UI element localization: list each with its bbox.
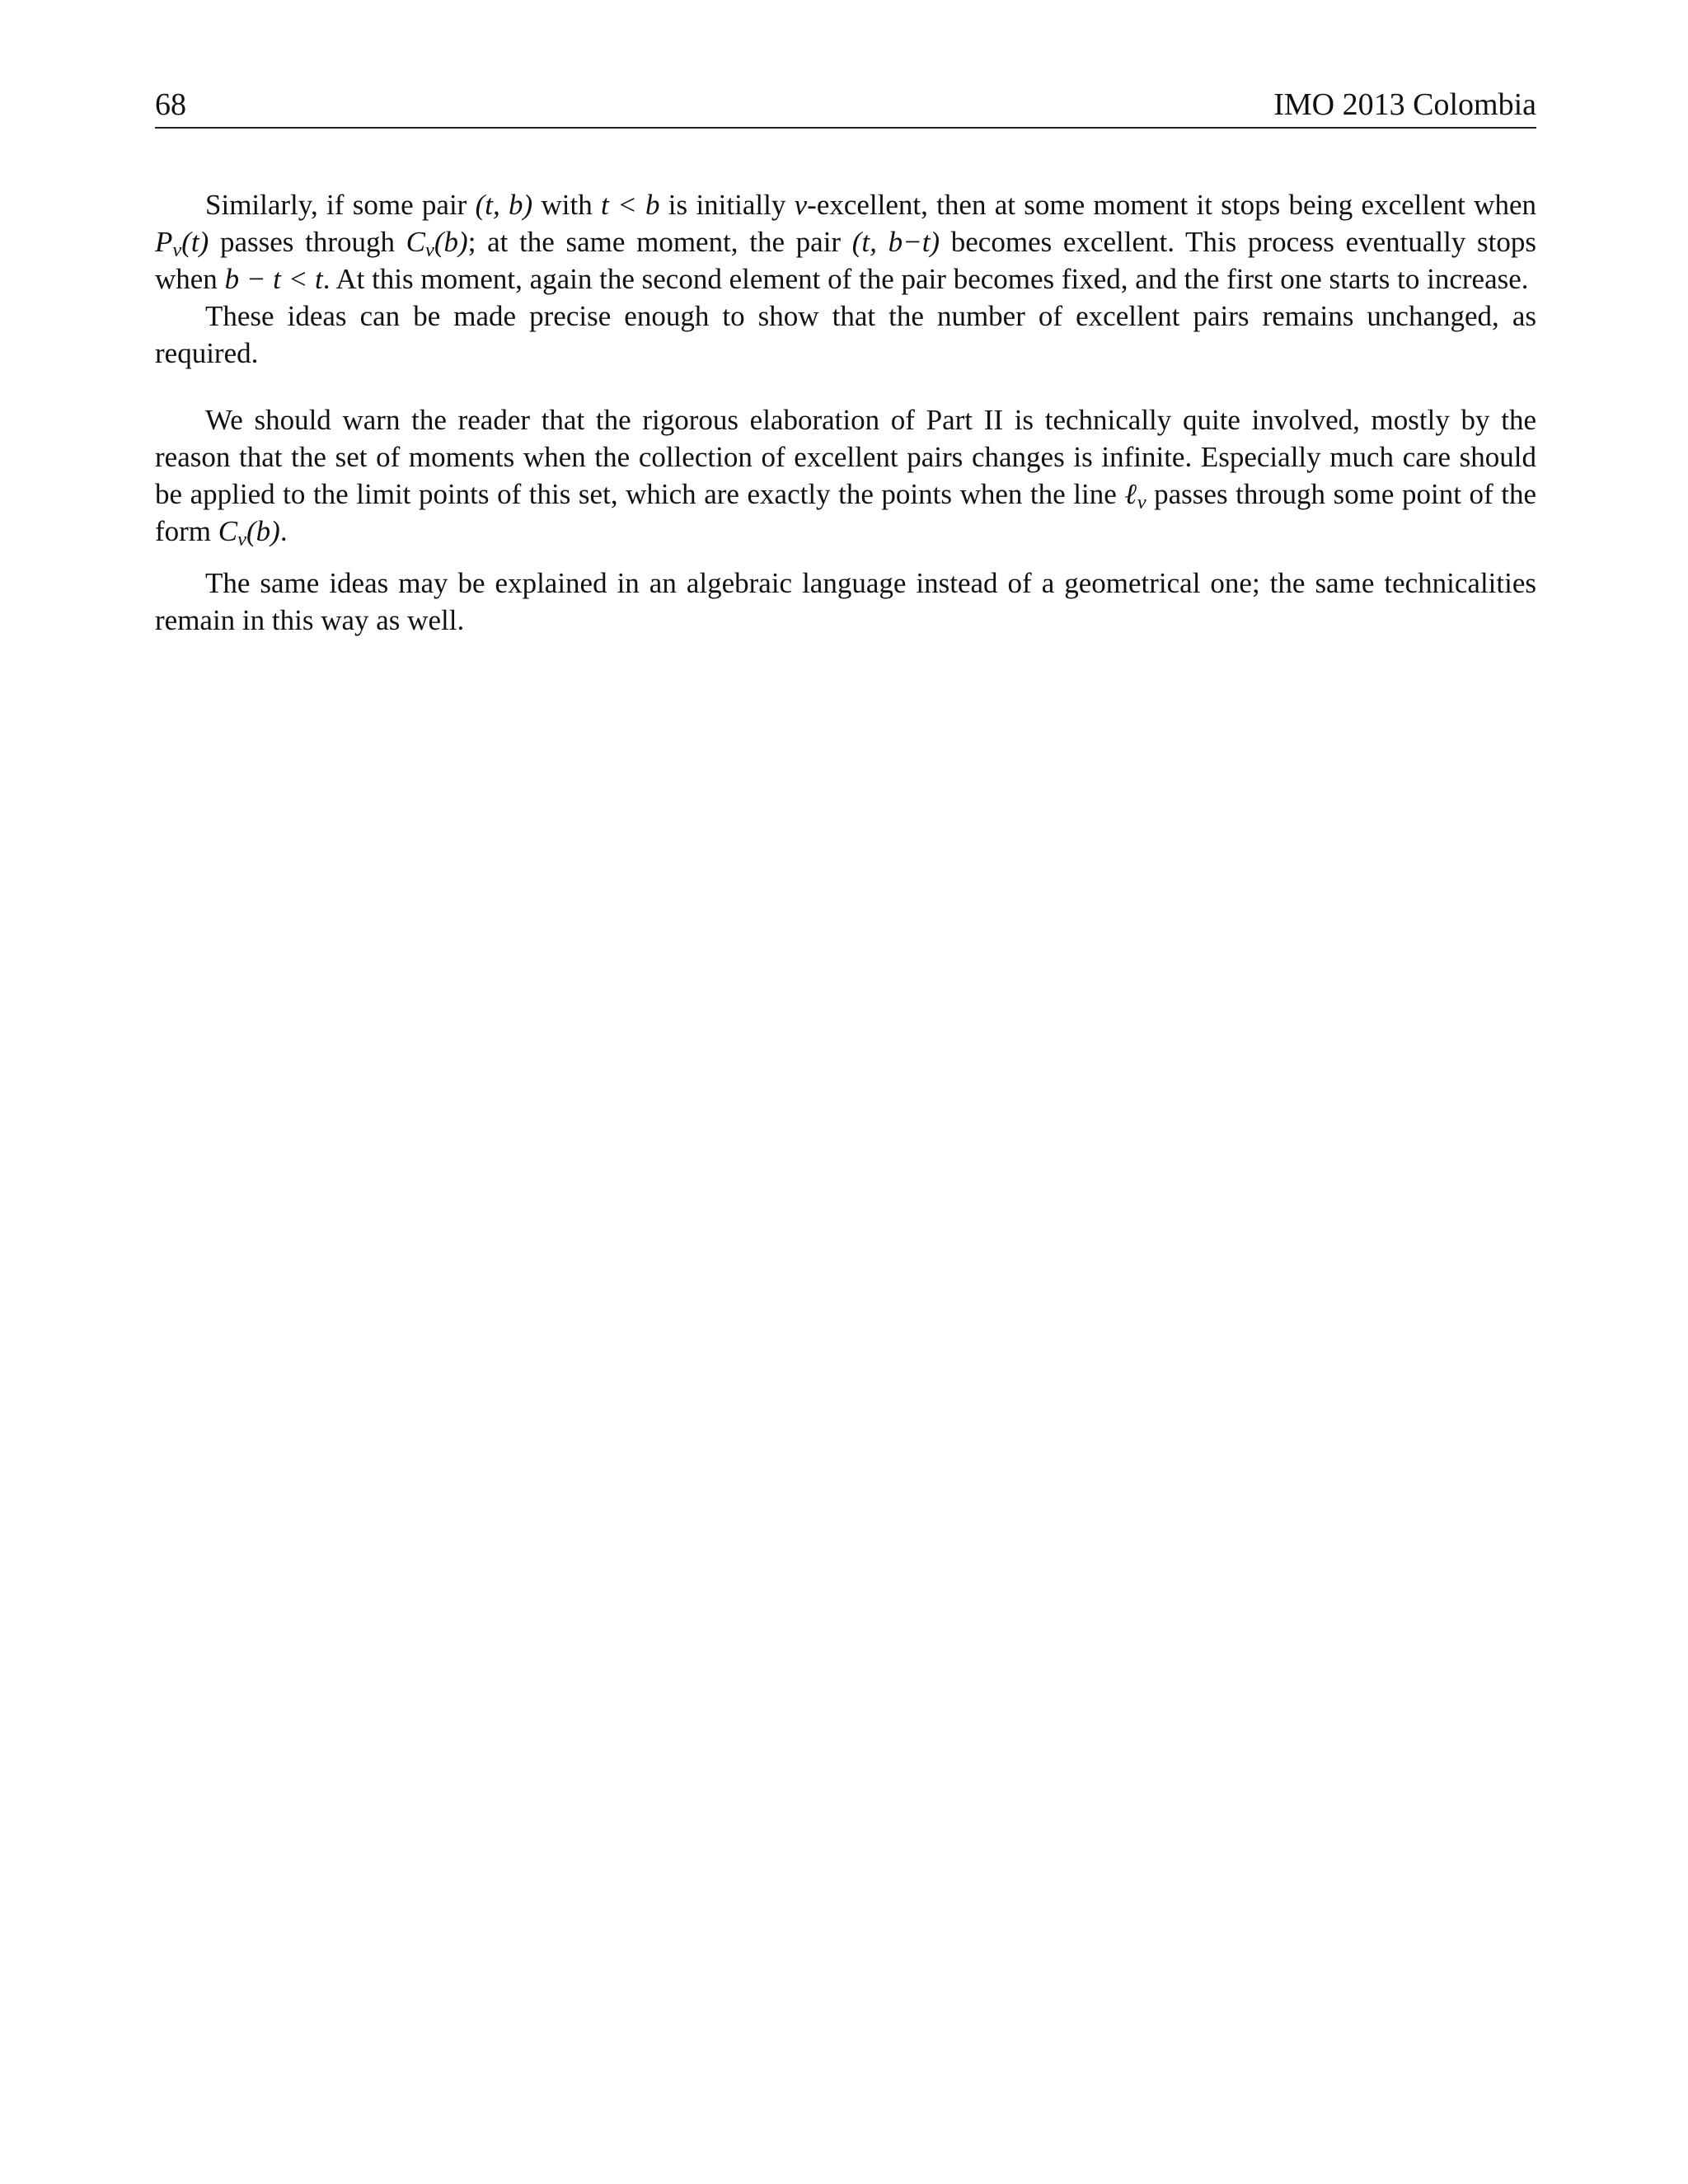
math-pair-t-b-minus-t: (t, b−t)	[851, 226, 940, 258]
math-argument: (t)	[181, 226, 209, 258]
math-line-l-nu	[1124, 478, 1146, 514]
math-c-nu-b	[406, 226, 468, 262]
math-t-less-b: t < b	[601, 189, 660, 221]
math-symbol: P	[155, 226, 173, 258]
math-symbol: ℓ	[1124, 478, 1137, 510]
paragraph-warning	[155, 401, 1536, 550]
text-span: . At this moment, again the second element of the pair becomes fixed, and the first one starts to increase.	[322, 263, 1529, 295]
paragraph-these-ideas: These ideas can be made precise enough to show that the number of excellent pairs remains unchanged, as required.	[155, 300, 1536, 369]
page-header	[155, 86, 1536, 129]
math-argument: (b)	[246, 515, 280, 547]
text-span: We should warn the reader that the rigorous elaboration of Part II is technically quite involved, mostly by the reason that the set of moments when the collection of excellent pairs changes is infinite. Especially much care should be applied to the limit points of this set, which are exactly the points when the line	[155, 404, 1536, 510]
text-span: .	[279, 515, 288, 547]
paragraph-same-ideas: The same ideas may be explained in an algebraic language instead of a geometrical one; the same technicalities remain in this way as well.	[155, 567, 1536, 636]
running-title: IMO 2013 Colombia	[1273, 87, 1536, 122]
paragraph-similarly	[155, 186, 1536, 298]
text-span: passes through some point of the form	[155, 478, 1536, 547]
math-pair-t-b: (t, b)	[475, 189, 533, 221]
math-nu: ν	[794, 189, 808, 221]
math-c-nu-b	[218, 515, 280, 551]
text-span: ; at the same moment, the pair	[467, 226, 852, 258]
math-subscript: ν	[172, 239, 182, 262]
math-subscript: ν	[237, 528, 247, 551]
text-span: -excellent, then at some moment it stops being excellent when	[807, 189, 1536, 221]
page-body	[155, 186, 1536, 639]
text-span: becomes excellent. This process eventually stops when	[155, 226, 1536, 295]
math-subscript: ν	[425, 239, 434, 262]
math-p-nu-t	[155, 226, 209, 262]
text-span: Similarly, if some pair	[205, 189, 476, 221]
math-symbol: C	[406, 226, 426, 258]
text-span: passes through	[209, 226, 406, 258]
text-span: is initially	[659, 189, 795, 221]
math-argument: (b)	[434, 226, 468, 258]
text-span: with	[532, 189, 602, 221]
math-b-minus-t-less-t: b − t < t	[224, 263, 323, 295]
page-number: 68	[155, 87, 186, 122]
math-symbol: C	[218, 515, 238, 547]
math-subscript: ν	[1137, 491, 1146, 514]
